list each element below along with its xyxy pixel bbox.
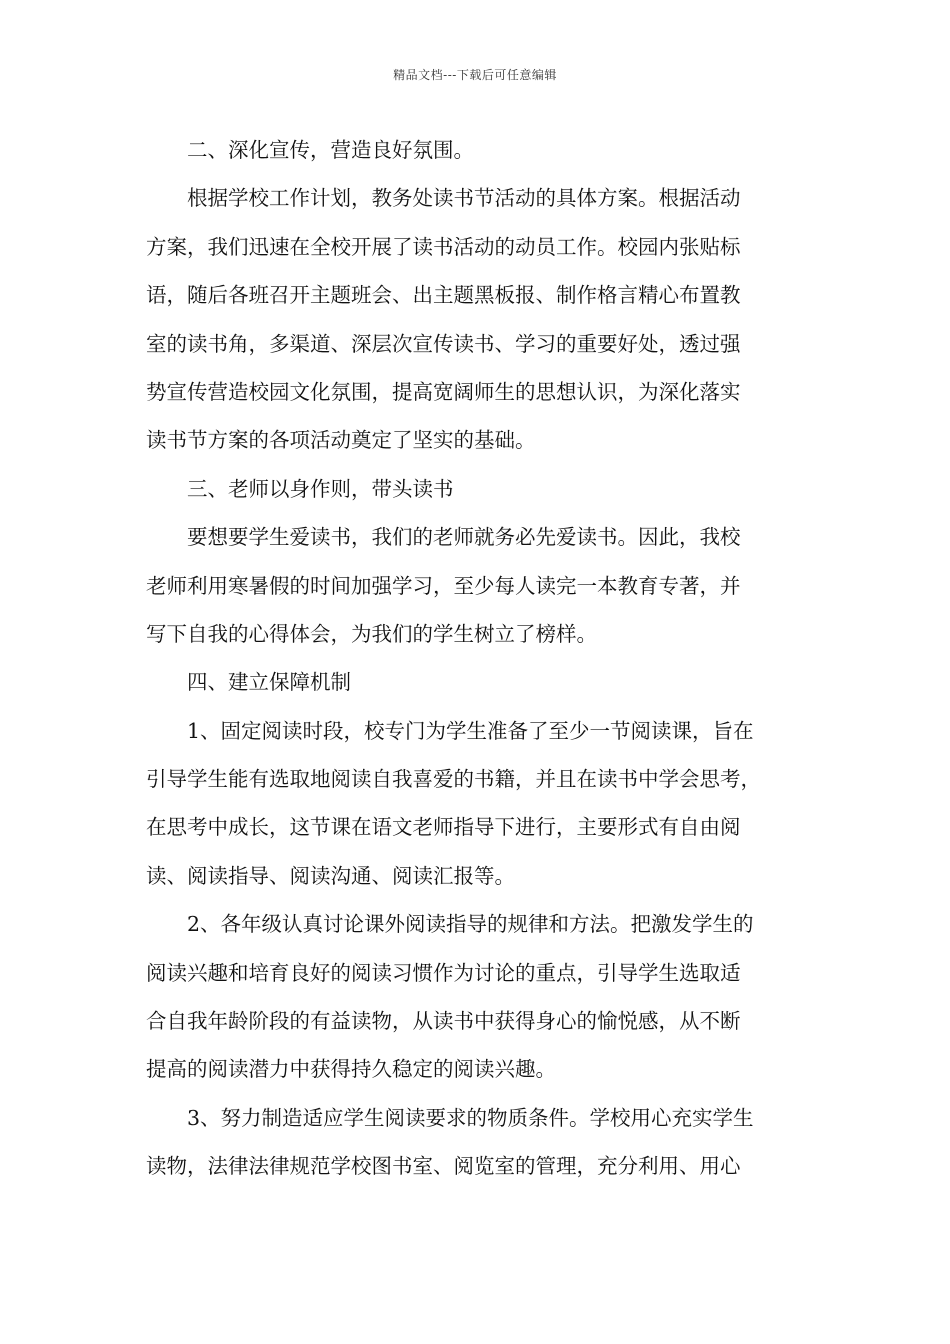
text-line: 室的读书角，多渠道、深层次宣传读书、学习的重要好处，透过强 bbox=[146, 331, 741, 356]
text-line: 三、老师以身作则，带头读书 bbox=[146, 476, 454, 501]
text-line: 四、建立保障机制 bbox=[146, 670, 351, 695]
text-line: 合自我年龄阶段的有益读物，从读书中获得身心的愉悦感，从不断 bbox=[146, 1009, 741, 1034]
text-line: 3、努力制造适应学生阅读要求的物质条件。学校用心充实学生 bbox=[146, 1105, 754, 1130]
text-line: 方案，我们迅速在全校开展了读书活动的动员工作。校园内张贴标 bbox=[146, 234, 741, 259]
text-line: 写下自我的心得体会，为我们的学生树立了榜样。 bbox=[146, 621, 597, 646]
text-line: 势宣传营造校园文化氛围，提高宽阔师生的思想认识，为深化落实 bbox=[146, 379, 741, 404]
text-line: 根据学校工作计划，教务处读书节活动的具体方案。根据活动 bbox=[146, 186, 741, 211]
text-line: 提高的阅读潜力中获得持久稳定的阅读兴趣。 bbox=[146, 1057, 556, 1082]
text-line: 在思考中成长，这节课在语文老师指导下进行，主要形式有自由阅 bbox=[146, 815, 741, 840]
text-line: 要想要学生爱读书，我们的老师就务必先爱读书。因此，我校 bbox=[146, 525, 741, 550]
text-line: 读书节方案的各项活动奠定了坚实的基础。 bbox=[146, 428, 536, 453]
text-line: 老师利用寒暑假的时间加强学习，至少每人读完一本教育专著，并 bbox=[146, 573, 741, 598]
text-line: 读、阅读指导、阅读沟通、阅读汇报等。 bbox=[146, 863, 515, 888]
text-line: 读物，法律法律规范学校图书室、阅览室的管理，充分利用、用心 bbox=[146, 1154, 741, 1179]
text-line: 二、深化宣传，营造良好氛围。 bbox=[146, 138, 474, 162]
text-line: 阅读兴趣和培育良好的阅读习惯作为讨论的重点，引导学生选取适 bbox=[146, 960, 741, 985]
text-line: 2、各年级认真讨论课外阅读指导的规律和方法。把激发学生的 bbox=[146, 912, 754, 937]
document-body bbox=[146, 126, 806, 1191]
text-line: 引导学生能有选取地阅读自我喜爱的书籍，并且在读书中学会思考， bbox=[146, 767, 761, 792]
page-header: 精品文档---下载后可任意编辑 bbox=[393, 68, 557, 82]
text-line: 1、固定阅读时段，校专门为学生准备了至少一节阅读课，旨在 bbox=[146, 718, 754, 743]
text-line: 语，随后各班召开主题班会、出主题黑板报、制作格言精心布置教 bbox=[146, 283, 741, 308]
